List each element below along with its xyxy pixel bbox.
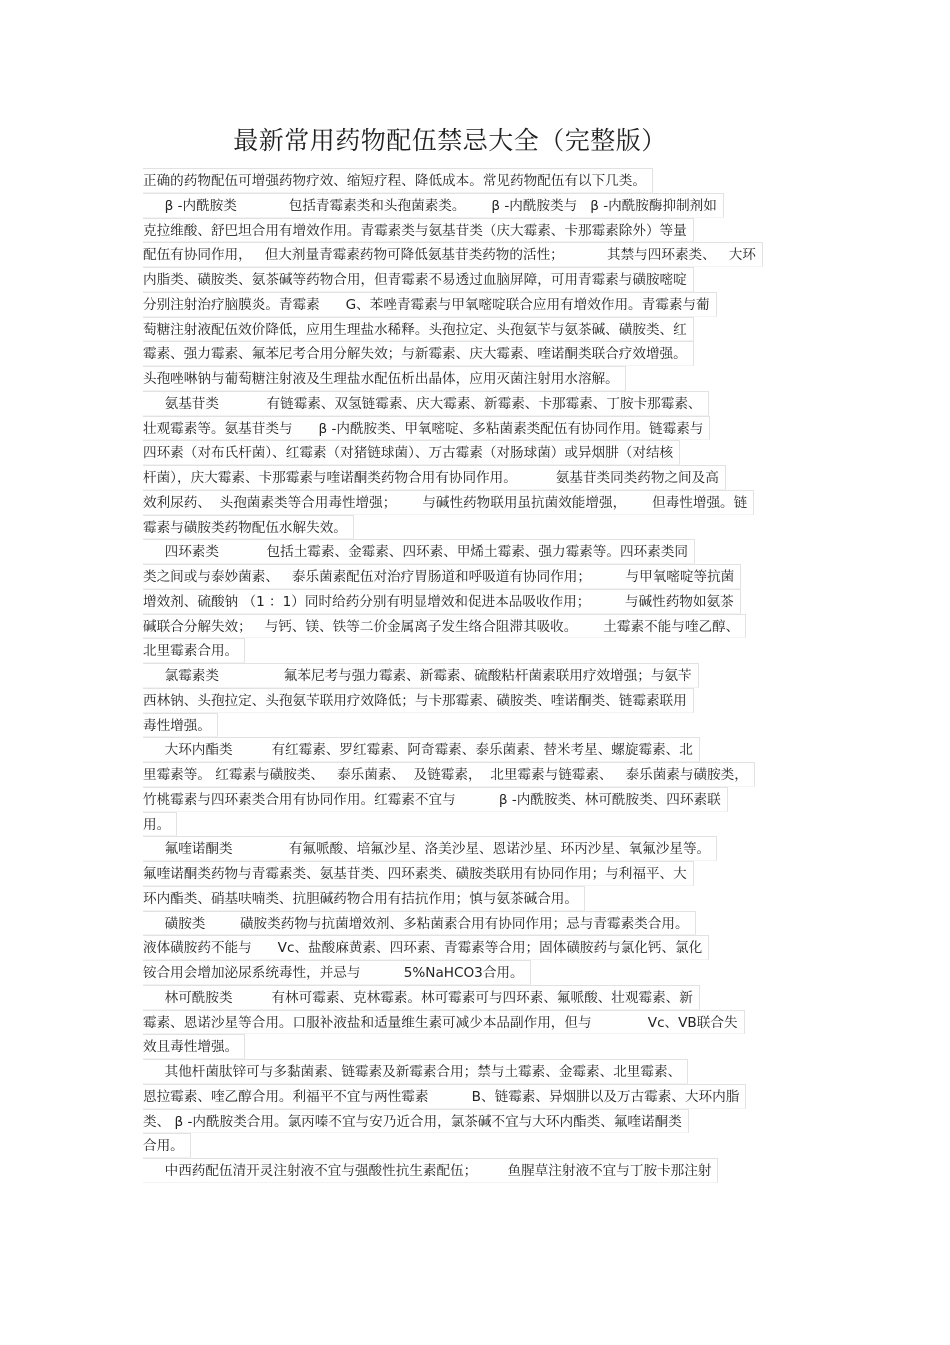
text-line: 四环素（对布氏杆菌）、红霉素（对猪链球菌）、万古霉素（对肠球菌）或异烟肼（对结核 (143, 440, 680, 465)
text-line: 氟喹诺酮类药物与青霉素类、氨基苷类、四环素类、磺胺类联用有协同作用；与利福平、大 (143, 861, 694, 886)
text-line: 霉素、强力霉素、氟苯尼考合用分解失效；与新霉素、庆大霉素、喹诺酮类联合疗效增强。 (143, 341, 694, 366)
text-line: 合用。 (143, 1133, 191, 1158)
text-line: 恩拉霉素、喹乙醇合用。利福平不宜与两性霉素 B、链霉素、异烟肼以及万古霉素、大环内脂 (143, 1084, 746, 1109)
text-line: 北里霉素合用。 (143, 638, 245, 663)
text-line: 效且毒性增强。 (143, 1034, 245, 1059)
text-line: 增效剂、硫酸钠 （1 ：1）同时给药分别有明显增效和促进本品吸收作用； 与碱性药物如氨茶 (143, 589, 741, 614)
text-line: 配伍有协同作用， 但大剂量青霉素药物可降低氨基苷类药物的活性； 其禁与四环素类、 大环 (143, 242, 763, 267)
text-line: β -内酰胺类 包括青霉素类和头孢菌素类。 β -内酰胺类与 β -内酰胺酶抑制剂如 (143, 193, 724, 218)
text-line: 铵合用会增加泌尿系统毒性，并忌与 5%NaHCO3合用。 (143, 960, 531, 985)
text-line: 克拉维酸、舒巴坦合用有增效作用。青霉素类与氨基苷类（庆大霉素、卡那霉素除外）等量 (143, 218, 694, 243)
text-line: 用。 (143, 812, 177, 837)
text-line: 中西药配伍清开灵注射液不宜与强酸性抗生素配伍； 鱼腥草注射液不宜与丁胺卡那注射 (143, 1158, 718, 1183)
document-title: 最新常用药物配伍禁忌大全（完整版） (233, 126, 667, 155)
text-line: 碱联合分解失效； 与钙、镁、铁等二价金属离子发生络合阻滞其吸收。 土霉素不能与喹乙醇、 (143, 614, 746, 639)
text-line: 氨基苷类 有链霉素、双氢链霉素、庆大霉素、新霉素、卡那霉素、丁胺卡那霉素、 (143, 391, 709, 416)
text-line: 杆菌），庆大霉素、卡那霉素与喹诺酮类药物合用有协同作用。 氨基苷类同类药物之间及高 (143, 465, 726, 490)
text-line: 霉素、恩诺沙星等合用。口服补液盐和适量维生素可减少本品副作用，但与 Vc、VB联合失 (143, 1010, 745, 1035)
text-line: 壮观霉素等。氨基苷类与 β -内酰胺类、甲氧嘧啶、多粘菌素类配伍有协同作用。链霉素与 (143, 416, 710, 441)
text-line: 氯霉素类 氟苯尼考与强力霉素、新霉素、硫酸粘杆菌素联用疗效增强；与氨苄 (143, 663, 699, 688)
text-line: 类之间或与泰妙菌素、 泰乐菌素配伍对治疗胃肠道和呼吸道有协同作用； 与甲氧嘧啶等抗菌 (143, 564, 741, 589)
text-line: 内脂类、磺胺类、氨茶碱等药物合用，但青霉素不易透过血脑屏障，可用青霉素与磺胺嘧啶 (143, 267, 694, 292)
text-line: 四环素类 包括土霉素、金霉素、四环素、甲烯土霉素、强力霉素等。四环素类同 (143, 539, 695, 564)
text-line: 西林钠、头孢拉定、头孢氨苄联用疗效降低；与卡那霉素、磺胺类、喹诺酮类、链霉素联用 (143, 688, 694, 713)
text-line: 液体磺胺药不能与 Vc、盐酸麻黄素、四环素、青霉素等合用；固体磺胺药与氯化钙、氯化 (143, 935, 709, 960)
text-line: 林可酰胺类 有林可霉素、克林霉素。林可霉素可与四环素、氟哌酸、壮观霉素、新 (143, 985, 700, 1010)
text-line: 类、 β -内酰胺类合用。氯丙嗪不宜与安乃近合用，氯茶碱不宜与大环内酯类、氟喹诺酮类 (143, 1109, 689, 1134)
text-line: 效利尿药、 头孢菌素类等合用毒性增强； 与碱性药物联用虽抗菌效能增强， 但毒性增强。链 (143, 490, 754, 515)
text-line: 正确的药物配伍可增强药物疗效、缩短疗程、降低成本。常见药物配伍有以下几类。 (143, 168, 653, 193)
text-line: 环内酯类、硝基呋喃类、抗胆碱药物合用有拮抗作用；慎与氨茶碱合用。 (143, 886, 585, 911)
text-line: 毒性增强。 (143, 713, 218, 738)
text-line: 霉素与磺胺类药物配伍水解失效。 (143, 515, 354, 540)
text-line: 竹桃霉素与四环素类合用有协同作用。红霉素不宜与 β -内酰胺类、林可酰胺类、四环素联 (143, 787, 728, 812)
text-line: 磺胺类 磺胺类药物与抗菌增效剂、多粘菌素合用有协同作用；忌与青霉素类合用。 (143, 911, 696, 936)
text-line: 其他杆菌肽锌可与多黏菌素、链霉素及新霉素合用；禁与土霉素、金霉素、北里霉素、 (143, 1059, 688, 1084)
text-line: 头孢唑啉钠与葡萄糖注射液及生理盐水配伍析出晶体，应用灭菌注射用水溶解。 (143, 366, 626, 391)
text-line: 萄糖注射液配伍效价降低，应用生理盐水稀释。头孢拉定、头孢氨苄与氨茶碱、磺胺类、红 (143, 317, 694, 342)
document-body (143, 168, 808, 1183)
text-line: 分别注射治疗脑膜炎。青霉素 G、苯唑青霉素与甲氧嘧啶联合应用有增效作用。青霉素与葡 (143, 292, 717, 317)
text-line: 里霉素等。 红霉素与磺胺类、 泰乐菌素、 及链霉素， 北里霉素与链霉素、 泰乐菌素与磺胺类， (143, 762, 755, 787)
text-line: 氟喹诺酮类 有氟哌酸、培氟沙星、洛美沙星、恩诺沙星、环丙沙星、氧氟沙星等。 (143, 836, 717, 861)
text-line: 大环内酯类 有红霉素、罗红霉素、阿奇霉素、泰乐菌素、替米考星、螺旋霉素、北 (143, 737, 700, 762)
